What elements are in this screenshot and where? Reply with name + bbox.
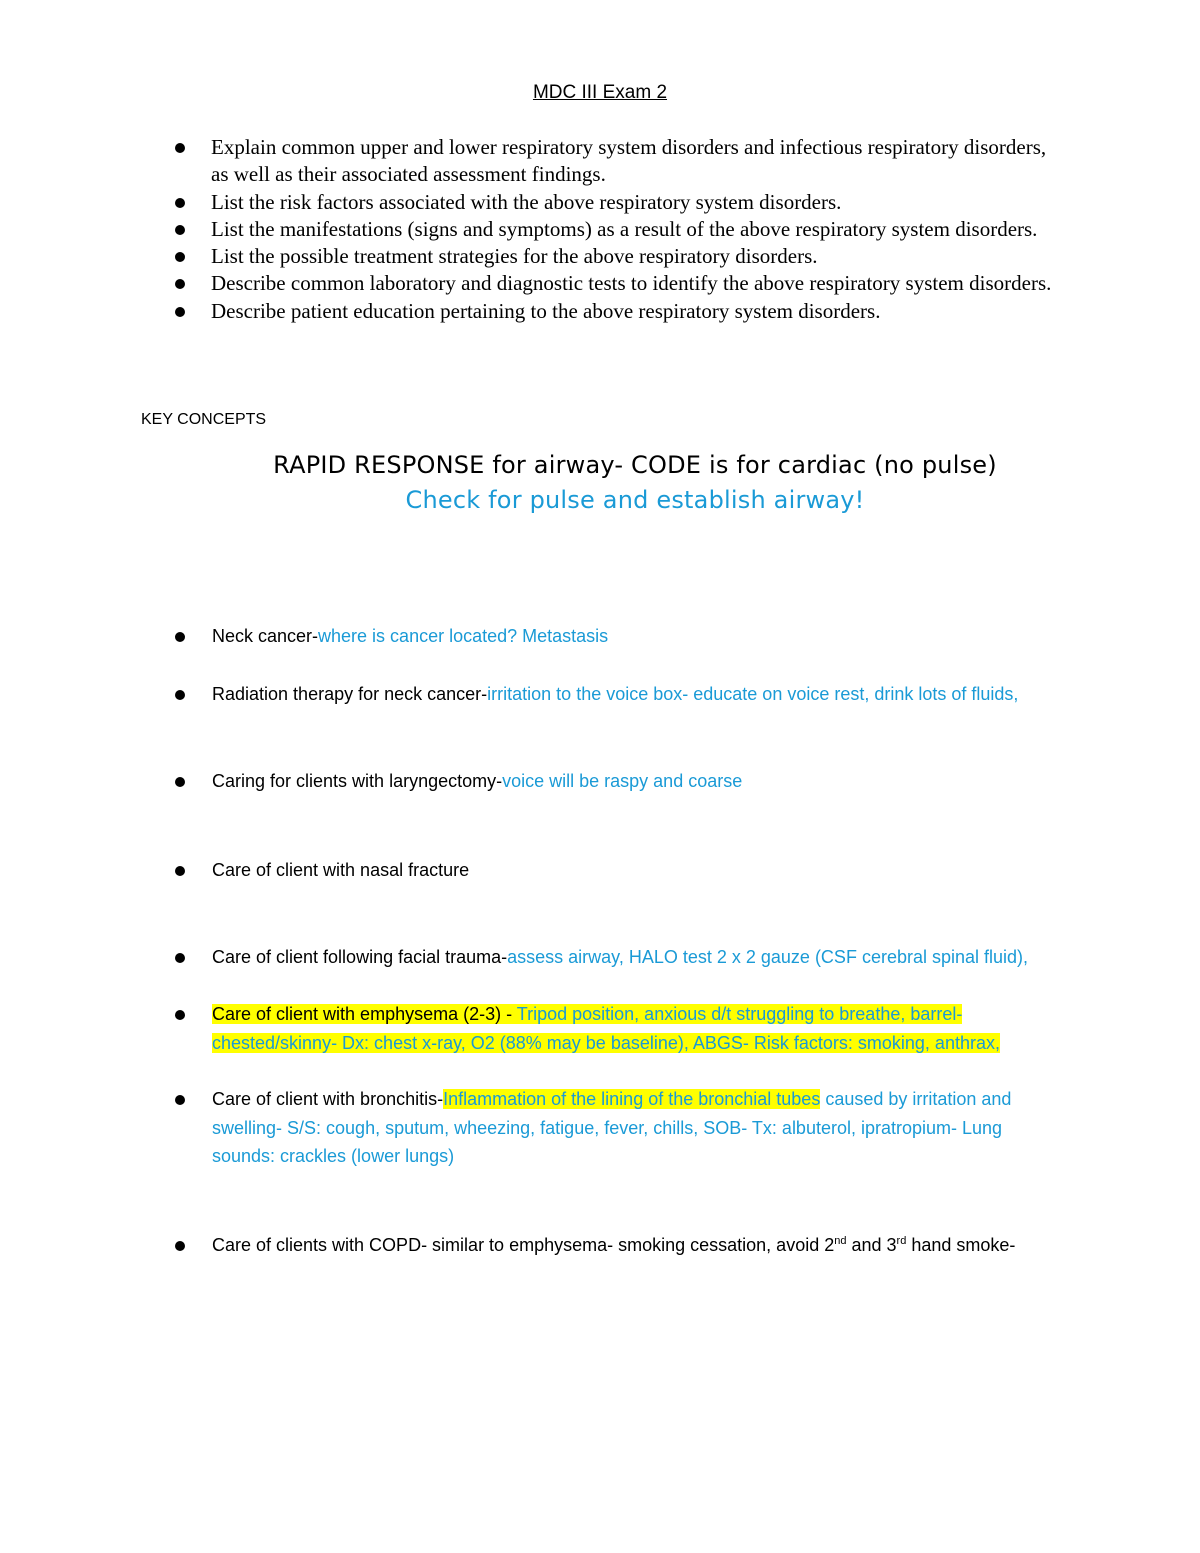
key-concepts-list	[168, 622, 1068, 1260]
concept-note: Tripod position, anxious d/t struggling to breathe, barrel-chested/skinny- Dx: chest x-ray, O2 (88% may be baseline), ABGS- Risk factors: smoking, anthrax,	[212, 1003, 1000, 1053]
superscript: rd	[896, 1234, 907, 1247]
concept-label: Care of client with emphysema (2-3) -	[212, 1003, 517, 1024]
objective-text: List the risk factors associated with the above respiratory system disorders.	[211, 189, 842, 214]
concept-note: where is cancer located? Metastasis	[318, 626, 609, 646]
objective-item	[168, 270, 1068, 297]
concept-note: caused by irritation and swelling- S/S: cough, sputum, wheezing, fatigue, fever, chills, SOB- Tx: albuterol, ipratropium- Lung sounds: crackles (lower lungs)	[212, 1089, 1012, 1167]
objective-item	[168, 298, 1068, 325]
objective-item	[168, 189, 1068, 216]
objective-text: List the manifestations (signs and symptoms) as a result of the above respiratory system disorders.	[211, 216, 1038, 241]
bullet-icon	[175, 252, 185, 262]
bullet-icon	[175, 953, 185, 963]
objective-text: List the possible treatment strategies for the above respiratory disorders.	[211, 244, 818, 269]
concept-item	[168, 943, 1068, 972]
concept-text: Care of clients with COPD- similar to emphysema- smoking cessation, avoid 2	[212, 1234, 835, 1255]
concept-label: Care of client with bronchitis-	[212, 1089, 444, 1110]
concept-item	[168, 1000, 1068, 1057]
objective-item	[168, 216, 1068, 243]
callout-sub: Check for pulse and establish airway!	[405, 486, 865, 514]
bullet-icon	[175, 307, 185, 317]
concept-note-highlighted: Inflammation of the lining of the bronchial tubes	[443, 1089, 821, 1110]
objective-item	[168, 243, 1068, 270]
concept-text: hand smoke-	[906, 1234, 1016, 1255]
bullet-icon	[175, 1241, 185, 1251]
concept-note: voice will be raspy and coarse	[502, 771, 743, 792]
bullet-icon	[175, 632, 185, 642]
concept-label: Caring for clients with laryngectomy-	[212, 771, 503, 792]
concept-item	[168, 1085, 1068, 1171]
objectives-list	[168, 134, 1068, 325]
bullet-icon	[175, 866, 185, 876]
bullet-icon	[175, 198, 185, 208]
bullet-icon	[175, 1095, 185, 1105]
objective-text: Describe patient education pertaining to the above respiratory system disorders.	[211, 298, 881, 323]
concept-text: and 3	[846, 1234, 897, 1255]
objective-item	[168, 134, 1068, 189]
objective-text: Explain common upper and lower respiratory system disorders and infectious respiratory disorders, as well as their associated assessment findings.	[211, 135, 1047, 187]
bullet-icon	[175, 690, 185, 700]
document-title: MDC III Exam 2	[532, 82, 668, 103]
concept-label: Care of client following facial trauma-	[212, 947, 508, 968]
bullet-icon	[175, 777, 185, 787]
concept-item	[168, 1231, 1068, 1260]
bullet-icon	[175, 225, 185, 235]
bullet-icon	[175, 279, 185, 289]
concept-label: Care of client with nasal fracture	[212, 859, 470, 880]
concept-item	[168, 767, 1068, 796]
superscript: nd	[834, 1234, 847, 1247]
concept-note: assess airway, HALO test 2 x 2 gauze (CSF cerebral spinal fluid),	[507, 947, 1029, 968]
objective-text: Describe common laboratory and diagnostic tests to identify the above respiratory system disorders.	[211, 271, 1052, 296]
concept-label: Radiation therapy for neck cancer-	[212, 683, 488, 704]
key-concepts-heading: KEY CONCEPTS	[141, 411, 267, 428]
bullet-icon	[175, 1010, 185, 1020]
bullet-icon	[175, 143, 185, 153]
concept-item	[168, 680, 1068, 709]
concept-item	[168, 622, 1068, 651]
concept-label: Neck cancer-	[212, 626, 319, 646]
concept-note: irritation to the voice box- educate on voice rest, drink lots of fluids,	[487, 683, 1019, 704]
concept-item	[168, 856, 1068, 885]
callout-main: RAPID RESPONSE for airway- CODE is for cardiac (no pulse)	[273, 451, 997, 479]
